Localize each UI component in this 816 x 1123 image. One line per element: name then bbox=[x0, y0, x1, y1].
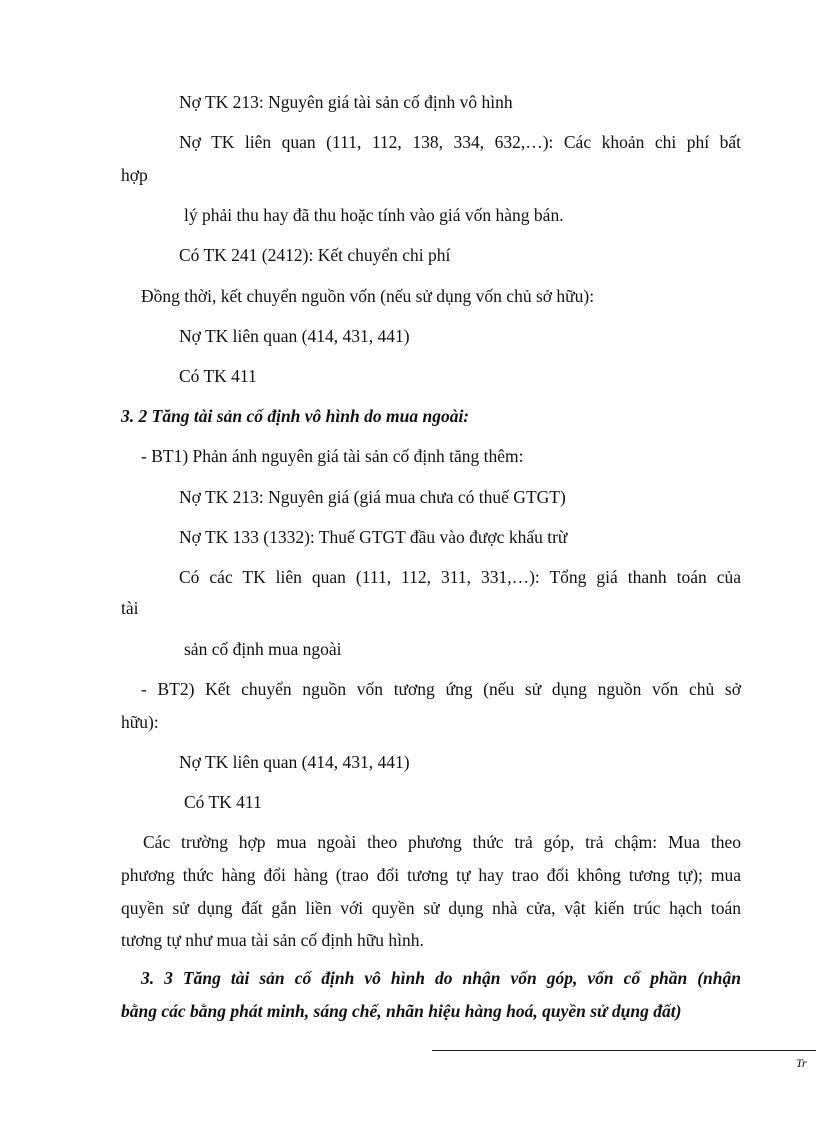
paragraph-continuation: hữu): bbox=[121, 712, 159, 732]
section-heading: 3. 2 Tăng tài sản cố định vô hình do mua ngoài: bbox=[121, 406, 470, 426]
entry-line-continuation: tài bbox=[121, 598, 139, 618]
entry-line: Nợ TK liên quan (414, 431, 441) bbox=[179, 752, 410, 772]
entry-line: Có các TK liên quan (111, 112, 311, 331,…): Tổng giá thanh toán của bbox=[179, 567, 741, 587]
paragraph-line: tương tự như mua tài sản cố định hữu hình. bbox=[121, 930, 424, 950]
section-heading-continuation: bằng các bằng phát minh, sáng chế, nhãn hiệu hàng hoá, quyền sử dụng đất) bbox=[121, 1001, 682, 1021]
entry-line: Có TK 411 bbox=[184, 792, 262, 812]
footer-rule bbox=[432, 1050, 816, 1051]
entry-line-continuation: lý phải thu hay đã thu hoặc tính vào giá vốn hàng bán. bbox=[184, 205, 564, 225]
section-heading: 3. 3 Tăng tài sản cố định vô hình do nhận vốn góp, vốn cổ phần (nhận bbox=[141, 968, 741, 988]
entry-line: Nợ TK liên quan (414, 431, 441) bbox=[179, 326, 410, 346]
footer-page-label: Tr bbox=[796, 1056, 807, 1070]
entry-line-continuation: sản cố định mua ngoài bbox=[184, 639, 342, 659]
paragraph-line: Các trường hợp mua ngoài theo phương thức trả góp, trả chậm: Mua theo bbox=[143, 832, 741, 852]
entry-line: Có TK 411 bbox=[179, 366, 257, 386]
paragraph: Đồng thời, kết chuyển nguồn vốn (nếu sử dụng vốn chủ sở hữu): bbox=[141, 286, 595, 306]
paragraph: - BT1) Phản ánh nguyên giá tài sản cố định tăng thêm: bbox=[141, 446, 524, 466]
paragraph-line: phương thức hàng đổi hàng (trao đổi tương tự hay trao đổi không tương tự); mua bbox=[121, 865, 741, 885]
entry-line: Nợ TK 133 (1332): Thuế GTGT đầu vào được khấu trừ bbox=[179, 527, 568, 547]
paragraph: - BT2) Kết chuyển nguồn vốn tương ứng (nếu sử dụng nguồn vốn chủ sở bbox=[141, 679, 741, 699]
entry-line: Nợ TK 213: Nguyên giá tài sản cố định vô hình bbox=[179, 92, 513, 112]
entry-line: Nợ TK 213: Nguyên giá (giá mua chưa có thuế GTGT) bbox=[179, 487, 566, 507]
paragraph-line: quyền sử dụng đất gắn liền với quyền sử dụng nhà cửa, vật kiến trúc hạch toán bbox=[121, 898, 741, 918]
entry-line-continuation: hợp bbox=[121, 165, 148, 185]
entry-line: Có TK 241 (2412): Kết chuyển chi phí bbox=[179, 245, 451, 265]
entry-line: Nợ TK liên quan (111, 112, 138, 334, 632,…): Các khoản chi phí bất bbox=[179, 132, 741, 152]
